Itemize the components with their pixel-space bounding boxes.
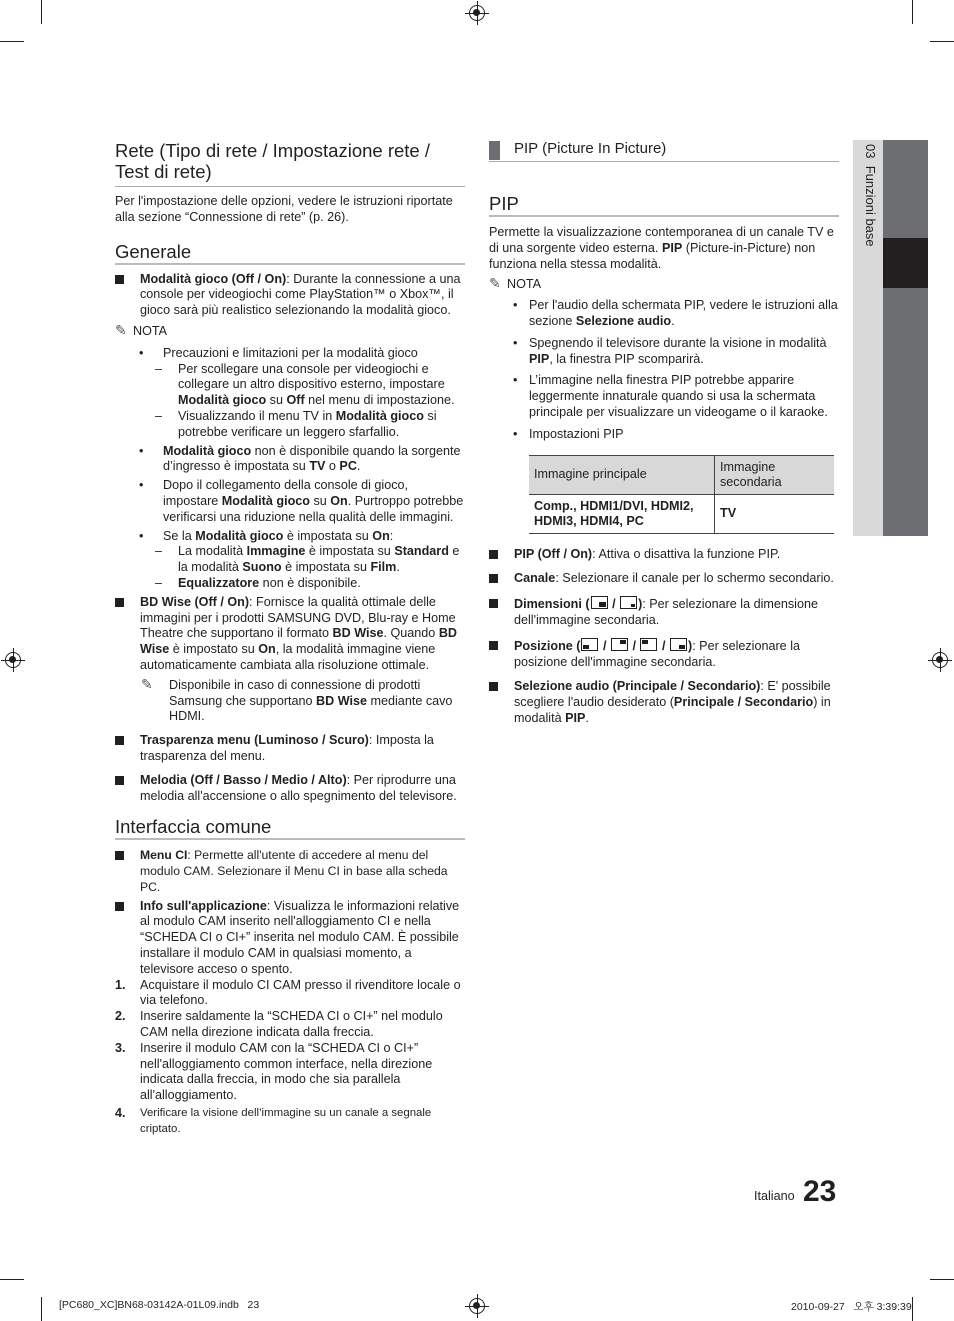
- nota-heading: [489, 276, 839, 293]
- sub-note-text: Visualizzando il menu TV in: [178, 408, 336, 423]
- rete-text: Per l'impostazione delle opzioni, vedere le istruzioni riportate alla sezione “Connessione di rete” (p. 26).: [115, 194, 453, 224]
- melodia-item: [115, 773, 465, 805]
- crop-mark: [912, 1297, 913, 1321]
- step-item: [115, 1009, 465, 1041]
- pip-intro: [489, 225, 839, 272]
- crop-mark: [912, 0, 913, 24]
- note-text: Precauzioni e limitazioni per la modalità gioco: [163, 345, 418, 360]
- note-bold: On: [372, 528, 390, 543]
- sub-note: [139, 544, 465, 576]
- section-marker: [489, 141, 500, 160]
- page-language: Italiano: [754, 1189, 795, 1203]
- table-header-cell: Immagine principale: [529, 455, 715, 494]
- note-text: o: [325, 459, 340, 474]
- crop-mark: [930, 1279, 954, 1280]
- square-bullet-icon: [489, 550, 498, 559]
- selezione-audio-text: .: [585, 710, 589, 725]
- separator: /: [608, 597, 620, 612]
- selezione-audio-label: Selezione audio (Principale / Secondario): [514, 679, 761, 694]
- sub-note-text: su: [266, 393, 287, 408]
- pipoff-label: PIP (Off / On): [514, 546, 593, 561]
- table-header-cell: Immagine secondaria: [715, 455, 835, 494]
- note-item: [139, 478, 465, 525]
- sub-note-bold: Modalità gioco: [335, 408, 424, 423]
- canale-label: Canale: [514, 571, 556, 586]
- canale-item: [489, 571, 839, 587]
- note-bold: PIP: [529, 351, 550, 366]
- separator: /: [658, 638, 669, 653]
- generale-heading: Generale: [115, 241, 465, 265]
- selezione-audio-bold: Principale / Secondario: [673, 695, 814, 710]
- gioco-label: Modalità gioco (Off / On): [140, 271, 287, 286]
- dash-icon: –: [155, 575, 163, 590]
- menuci-item: [115, 848, 465, 895]
- note-item: [513, 427, 839, 443]
- sub-note-bold: Equalizzatore: [178, 575, 260, 590]
- bdwise-text: . Quando: [383, 626, 439, 641]
- note-bold: PC: [339, 459, 357, 474]
- sub-note-text: è impostata su: [305, 544, 395, 559]
- crop-mark: [930, 41, 954, 42]
- bdwise-note-bold: BD Wise: [316, 693, 368, 708]
- chapter-title: Funzioni base: [863, 165, 878, 247]
- trasparenza-text: : Imposta la trasparenza del menu.: [140, 733, 434, 763]
- step-item: [115, 1041, 465, 1104]
- sub-note-text: .: [396, 560, 400, 575]
- melodia-text: : Per riprodurre una melodia all'accensione o allo spegnimento del televisore.: [140, 772, 457, 803]
- pip-top-left-icon: [640, 638, 657, 651]
- pencil-icon: ✎: [115, 321, 127, 338]
- bdwise-label: BD Wise (Off / On): [140, 594, 250, 609]
- melodia-label: Melodia (Off / Basso / Medio / Alto): [140, 772, 347, 787]
- note-text: Spegnendo il televisore durante la visione in modalità: [529, 335, 827, 350]
- nota-heading: [115, 323, 465, 340]
- step-text: Acquistare il modulo CI CAM presso il rivenditore locale o via telefono.: [140, 977, 461, 1008]
- sub-note-bold: Film: [370, 560, 397, 575]
- registration-mark-icon: [932, 652, 948, 668]
- gioco-text: : Durante la connessione a una console per videogiochi come PlayStation™ o Xbox™, il gioco sarà più realistico selezionando la modalità gioco.: [140, 271, 461, 318]
- selezione-audio-text: : E' possibile scegliere l'audio desiderato (: [514, 679, 831, 710]
- note-text: Dopo il collegamento della console di gioco, impostare: [163, 478, 409, 508]
- interfaccia-heading: Interfaccia comune: [115, 816, 465, 840]
- note-item: [139, 346, 465, 362]
- pipoff-text: : Attiva o disattiva la funzione PIP.: [592, 546, 781, 561]
- square-bullet-icon: [489, 682, 498, 691]
- dimensioni-text: : Per selezionare la dimensione dell'immagine secondaria.: [514, 597, 818, 627]
- gioco-notes: [115, 346, 465, 592]
- right-column: [489, 140, 839, 727]
- bdwise-bold: On: [258, 642, 276, 657]
- sub-note-text: La modalità: [178, 544, 247, 559]
- sub-note-text: e la modalità: [178, 544, 460, 575]
- table-cell: TV: [715, 494, 835, 533]
- chapter-label: [858, 144, 878, 284]
- sub-note-bold: Standard: [394, 544, 449, 559]
- square-bullet-icon: [115, 598, 124, 607]
- print-file-info: [PC680_XC]BN68-03142A-01L09.indb 23: [59, 1299, 260, 1311]
- square-bullet-icon: [115, 902, 124, 911]
- selezione-audio-text: ) in modalità: [514, 695, 831, 725]
- bdwise-item: [115, 595, 465, 674]
- square-bullet-icon: [115, 851, 124, 860]
- selezione-audio-bold: PIP: [565, 710, 586, 725]
- trasparenza-label: Trasparenza menu (Luminoso / Scuro): [140, 733, 369, 748]
- pip-heading: PIP: [489, 193, 839, 217]
- crop-mark: [0, 41, 24, 42]
- dimensioni-label: Dimensioni (: [514, 597, 590, 612]
- note-item: [513, 298, 839, 330]
- step-item: [115, 978, 465, 1010]
- posizione-text: : Per selezionare la posizione dell'immagine secondaria.: [514, 638, 800, 669]
- info-label: Info sull'applicazione: [140, 898, 267, 913]
- note-text: L’immagine nella finestra PIP potrebbe apparire leggermente innaturale quando si usa la schermata principale per visualizzare un videogame o il karaoke.: [529, 373, 828, 419]
- note-item: [139, 444, 465, 476]
- registration-mark-icon: [469, 1298, 485, 1314]
- dash-icon: –: [155, 361, 163, 376]
- sub-note-text: Per scollegare una console per videogiochi e collegare un altro dispositivo esterno, impostare: [178, 361, 445, 392]
- left-column: [115, 140, 465, 1138]
- posizione-label: Posizione (: [514, 638, 581, 653]
- posizione-label: ): [687, 638, 693, 653]
- chapter-sidebar-marker: [883, 238, 928, 288]
- sub-note: [139, 409, 465, 441]
- square-bullet-icon: [115, 736, 124, 745]
- menuci-text: : Permette all'utente di accedere al menu del modulo CAM. Selezionare il Menu CI in base alla scheda PC.: [140, 848, 448, 894]
- step-text: Verificare la visione dell’immagine su un canale a segnale criptato.: [140, 1107, 432, 1135]
- pip-top-right-icon: [611, 638, 628, 651]
- pip-notes: [489, 298, 839, 442]
- note-text: non è disponibile quando la sorgente d’ingresso è impostata su: [163, 443, 461, 474]
- sub-note-bold: Modalità gioco: [178, 393, 267, 408]
- bdwise-note-text: mediante cavo HDMI.: [169, 693, 453, 724]
- sub-note-text: nel menu di impostazione.: [304, 393, 455, 408]
- note-text: :: [389, 528, 394, 543]
- crop-mark: [41, 0, 42, 24]
- selezione-audio-item: [489, 679, 839, 726]
- note-item: [139, 529, 465, 545]
- note-text: Per l'audio della schermata PIP, vedere le istruzioni alla sezione: [529, 298, 838, 328]
- note-item: [513, 336, 839, 368]
- note-text: .: [671, 313, 675, 328]
- pip-intro-text: (Picture-in-Picture) non funziona nella stessa modalità.: [489, 240, 816, 271]
- separator: /: [628, 638, 640, 653]
- print-date-info: 2010-09-27 오후 3:39:39: [791, 1301, 912, 1313]
- bdwise-text: , la modalità immagine viene automaticamente cambiata alla risoluzione ottimale.: [140, 642, 436, 672]
- note-text: . Purtroppo potrebbe verificarsi una riduzione nella qualità delle immagini.: [163, 493, 464, 524]
- info-item: [115, 899, 465, 978]
- steps-list: [115, 978, 465, 1138]
- note-bold: Modalità gioco: [163, 443, 252, 458]
- info-text: : Visualizza le informazioni relative al modulo CAM inserito nell'alloggiamento CI e nella “SCHEDA CI o CI+” inserita nel modulo CAM. È possibile installare il modulo CAM in qualsiasi momento, a televisore acceso o spento.: [140, 898, 460, 976]
- sub-note-bold: Immagine: [246, 544, 306, 559]
- sub-note-text: si potrebbe verificare un leggero sfarfallio.: [178, 408, 437, 439]
- page-number: 23: [803, 1175, 837, 1208]
- pip-bottom-left-icon: [581, 638, 598, 651]
- sub-note-bold: Suono: [242, 560, 282, 575]
- registration-mark-icon: [469, 5, 485, 21]
- registration-mark-icon: [5, 652, 21, 668]
- note-text: su: [309, 493, 331, 508]
- pip-section-title: PIP (Picture In Picture): [514, 140, 667, 157]
- note-bold: Modalità gioco: [195, 528, 284, 543]
- step-item: [115, 1106, 465, 1138]
- step-number: 3.: [115, 1040, 126, 1055]
- note-bold: Selezione audio: [575, 313, 672, 328]
- separator: /: [599, 638, 610, 653]
- bdwise-note: [115, 675, 465, 725]
- pip-settings-table: [529, 455, 834, 534]
- note-bold: TV: [309, 459, 326, 474]
- crop-mark: [41, 1297, 42, 1321]
- note-text: Impostazioni PIP: [529, 426, 624, 441]
- note-text: Se la: [163, 528, 196, 543]
- table-cell: Comp., HDMI1/DVI, HDMI2, HDMI3, HDMI4, PC: [529, 494, 715, 533]
- bdwise-text: è impostato su: [169, 642, 259, 657]
- bdwise-text: : Fornisce la qualità ottimale delle immagini per i prodotti SAMSUNG DVD, Blu-ray e Home Theatre che supportano il formato: [140, 594, 456, 641]
- square-bullet-icon: [115, 275, 124, 284]
- pipoff-item: [489, 547, 839, 563]
- rete-heading: Rete (Tipo di rete / Impostazione rete / Test di rete): [115, 140, 465, 187]
- table-row: [529, 494, 834, 533]
- pip-size-small-icon: [620, 596, 637, 609]
- trasparenza-item: [115, 733, 465, 765]
- chapter-number: 03: [863, 144, 878, 159]
- note-bold: Modalità gioco: [221, 493, 310, 508]
- square-bullet-icon: [489, 641, 498, 650]
- pip-section-header: [489, 140, 839, 162]
- bdwise-bold: BD Wise: [332, 626, 384, 641]
- sub-note-bold: Off: [286, 393, 305, 408]
- square-bullet-icon: [489, 599, 498, 608]
- table-row: [529, 455, 834, 494]
- note-text: è impostata su: [283, 528, 373, 543]
- sub-note: [139, 362, 465, 409]
- step-number: 4.: [115, 1106, 126, 1121]
- crop-mark: [0, 1279, 24, 1280]
- note-bold: On: [330, 493, 348, 508]
- dimensioni-label: ): [638, 597, 643, 612]
- sub-note: [139, 576, 465, 592]
- chapter-sidebar-dark: [883, 140, 928, 536]
- pip-intro-bold: PIP: [661, 240, 683, 255]
- gioco-item: [115, 272, 465, 319]
- menuci-label: Menu CI: [140, 848, 188, 863]
- dash-icon: –: [155, 544, 163, 559]
- step-text: Inserire saldamente la “SCHEDA CI o CI+” nel modulo CAM nella direzione indicata dalla freccia.: [140, 1009, 443, 1040]
- posizione-item: [489, 638, 839, 671]
- square-bullet-icon: [489, 574, 498, 583]
- bdwise-bold: BD Wise: [140, 626, 458, 657]
- sub-note-text: non è disponibile.: [259, 575, 361, 590]
- pip-size-large-icon: [591, 596, 608, 609]
- dimensioni-item: [489, 596, 839, 629]
- note-text: , la finestra PIP scomparirà.: [549, 351, 704, 366]
- note-item: [513, 373, 839, 420]
- bdwise-note-text: Disponibile in caso di connessione di prodotti Samsung che supportano: [169, 677, 421, 708]
- pencil-icon: ✎: [141, 675, 153, 692]
- pip-bottom-right-icon: [670, 638, 687, 651]
- nota-label: NOTA: [507, 277, 542, 292]
- pip-intro-text: Permette la visualizzazione contemporanea di un canale TV e di una sorgente video esterna.: [489, 225, 834, 255]
- step-number: 1.: [115, 977, 126, 992]
- step-number: 2.: [115, 1009, 126, 1024]
- canale-text: : Selezionare il canale per lo schermo secondario.: [555, 571, 834, 586]
- dash-icon: –: [155, 408, 163, 423]
- step-text: Inserire il modulo CAM con la “SCHEDA CI o CI+” nell'alloggiamento common interface, nella direzione indicata dalla freccia, in modo che sia parallela all'alloggiamento.: [140, 1040, 433, 1103]
- pencil-icon: ✎: [489, 275, 501, 292]
- nota-label: NOTA: [133, 323, 168, 338]
- square-bullet-icon: [115, 776, 124, 785]
- note-text: .: [356, 459, 361, 474]
- sub-note-text: è impostata su: [281, 560, 371, 575]
